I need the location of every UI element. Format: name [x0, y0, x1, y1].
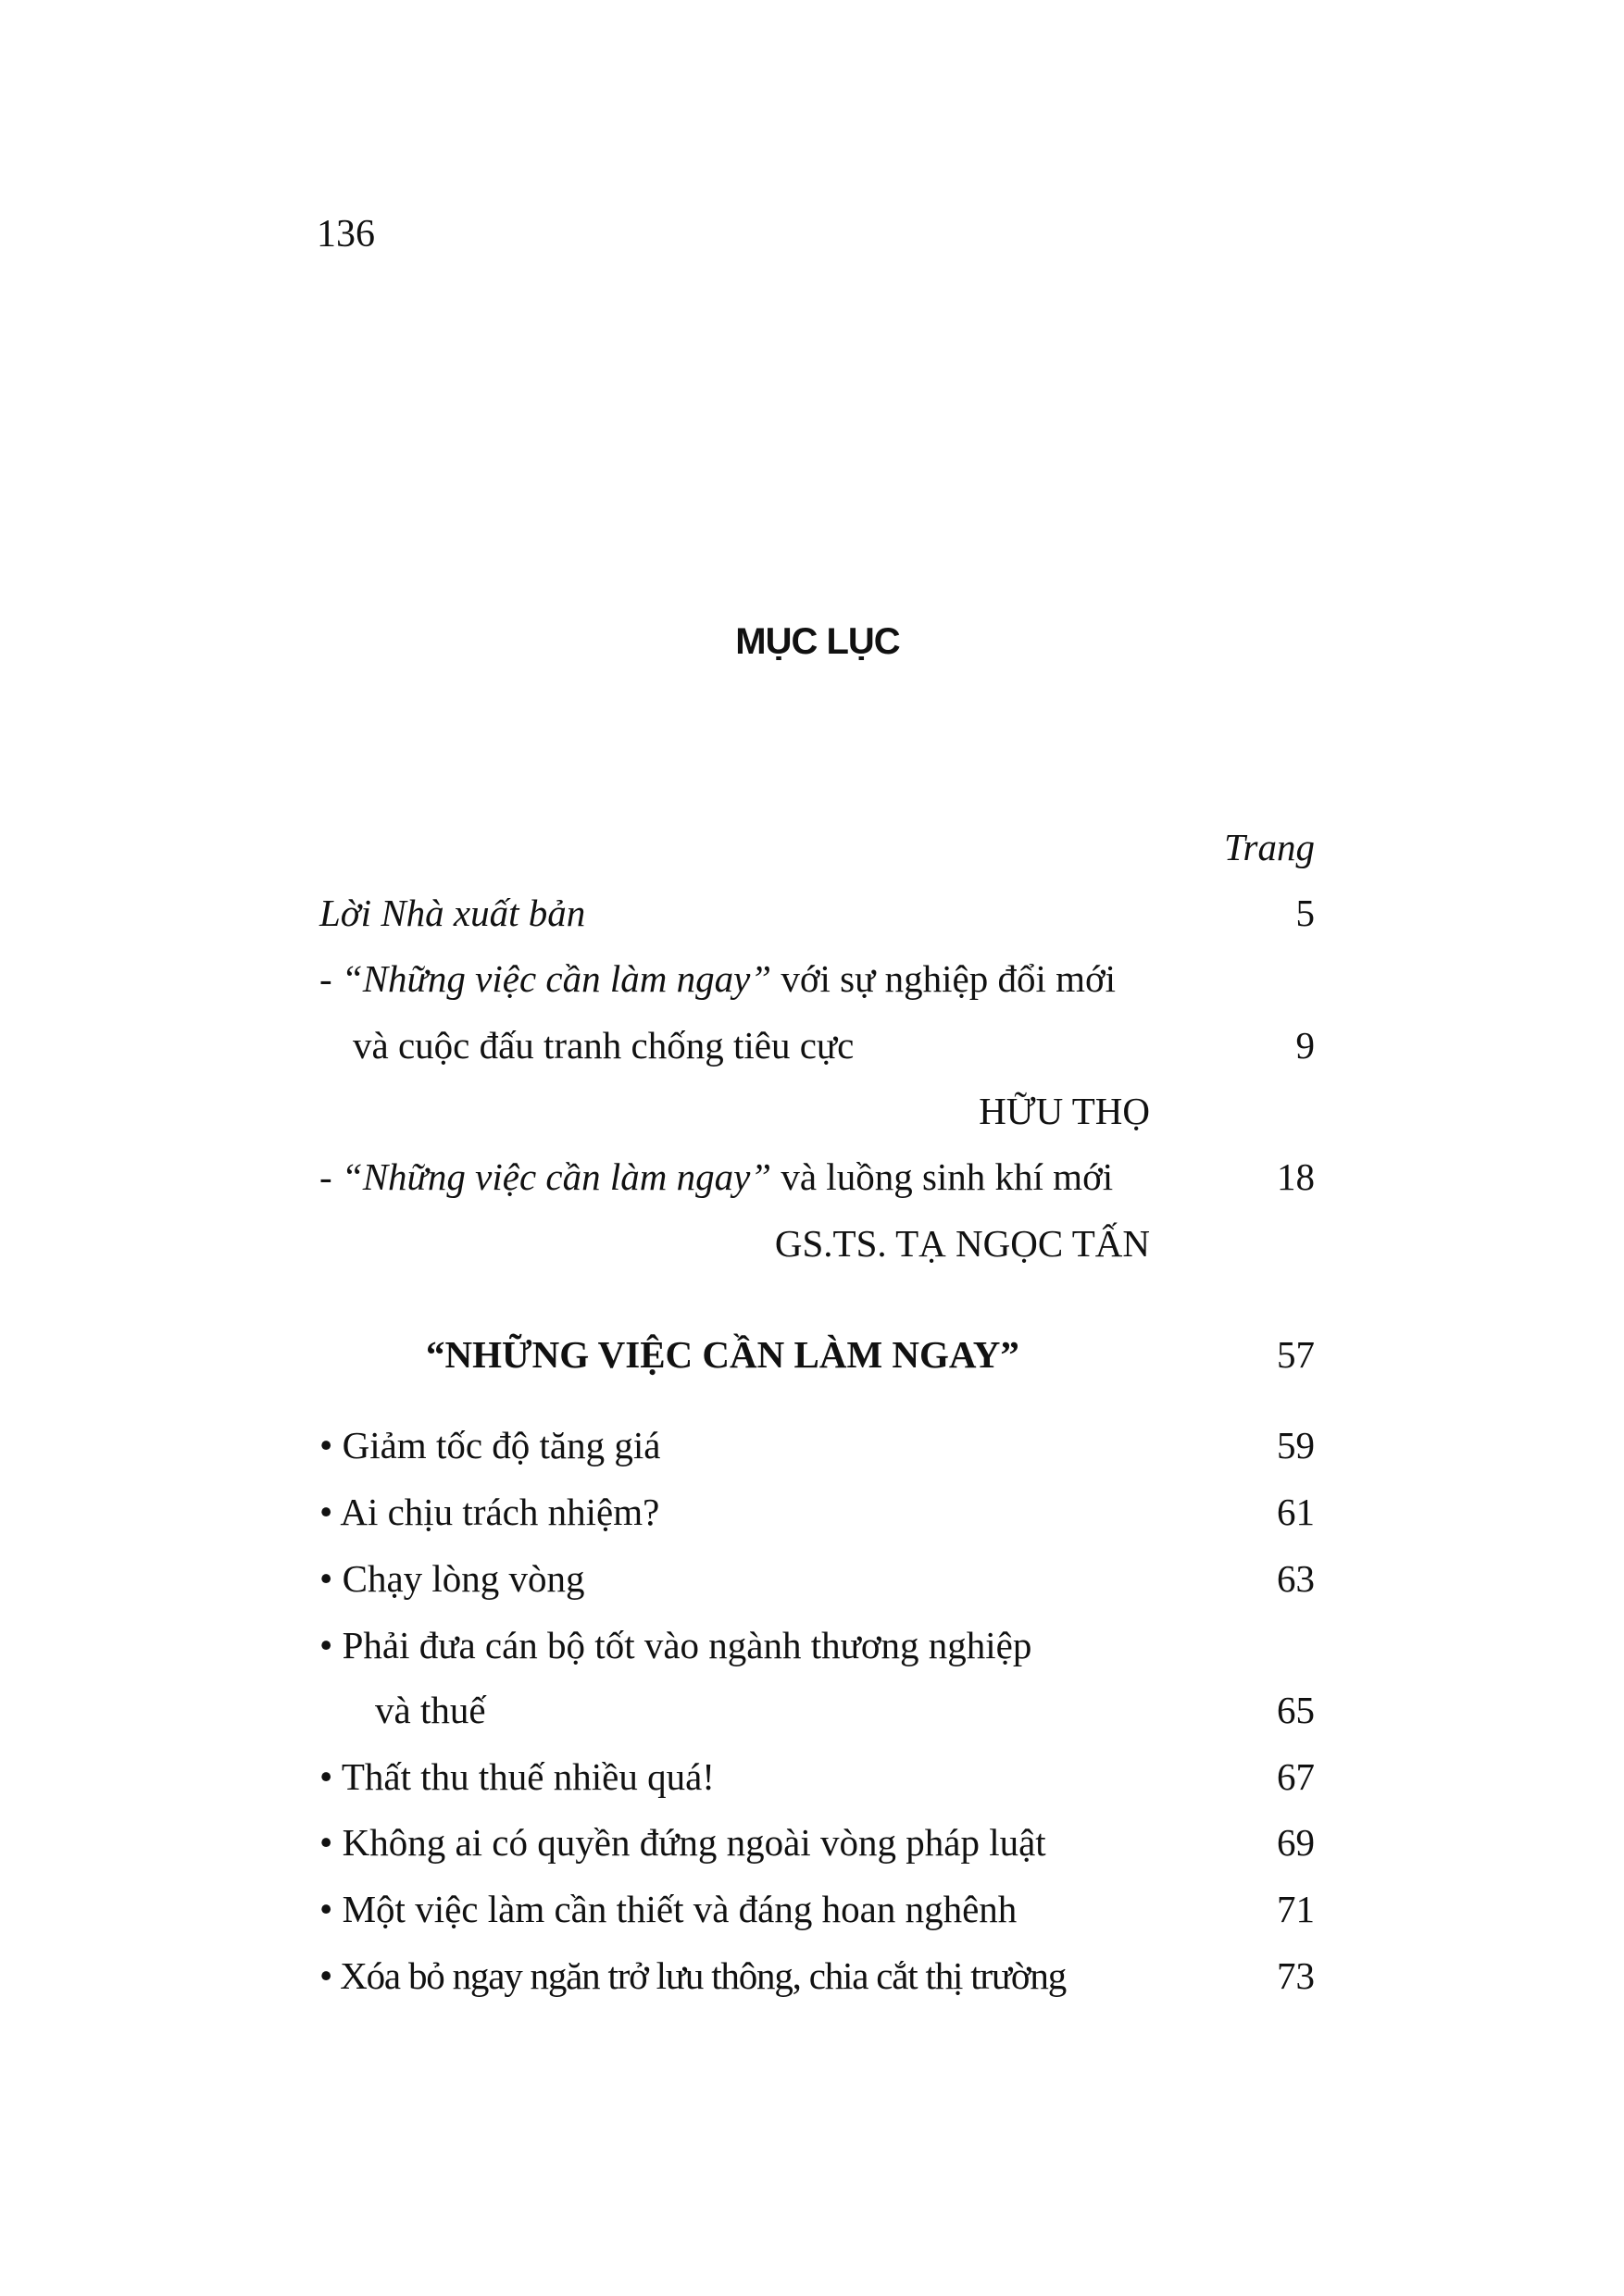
- entry-page: 5: [1295, 892, 1315, 934]
- item-title: • Một việc làm cần thiết và đáng hoan nghênh: [319, 1888, 1018, 1930]
- item-page: 73: [1277, 1954, 1315, 1997]
- item-title: • Xóa bỏ ngay ngăn trở lưu thông, chia cắt thị trường: [319, 1954, 1066, 1997]
- toc-item-continuation[interactable]: [319, 1687, 1315, 1733]
- item-page: 67: [1277, 1755, 1315, 1798]
- toc-entry-continuation[interactable]: [319, 1022, 1315, 1068]
- toc-item[interactable]: [319, 1819, 1315, 1866]
- entry-dash: -: [319, 1155, 342, 1198]
- toc-entry[interactable]: [319, 1154, 1315, 1200]
- item-title: • Chạy lòng vòng: [319, 1557, 585, 1600]
- entry-title-rest: và luồng sinh khí mới: [771, 1155, 1114, 1198]
- toc-entry[interactable]: [319, 890, 1315, 936]
- entry-title: Lời Nhà xuất bản: [319, 892, 586, 934]
- entry-author: HỮU THỌ: [979, 1090, 1150, 1132]
- entry-continuation: và cuộc đấu tranh chống tiêu cực: [353, 1024, 855, 1067]
- section-page: 57: [1277, 1333, 1315, 1376]
- entry-page: 9: [1295, 1024, 1315, 1067]
- entry-title-rest: với sự nghiệp đổi mới: [771, 957, 1117, 1000]
- toc-item[interactable]: [319, 1622, 1315, 1668]
- toc-entry[interactable]: [319, 955, 1315, 1002]
- item-title: • Thất thu thuế nhiều quá!: [319, 1755, 715, 1798]
- item-page: 69: [1277, 1821, 1315, 1864]
- toc-section[interactable]: [319, 1331, 1315, 1378]
- toc-item[interactable]: [319, 1886, 1315, 1932]
- page-number: 136: [317, 213, 375, 256]
- entry-dash: -: [319, 957, 342, 1000]
- toc-item[interactable]: [319, 1489, 1315, 1535]
- toc-item[interactable]: [319, 1753, 1315, 1800]
- entry-author-row: [319, 1220, 1315, 1267]
- item-title: • Giảm tốc độ tăng giá: [319, 1424, 661, 1466]
- entry-title-italic: “Những việc cần làm ngay”: [341, 1155, 772, 1198]
- item-page: 61: [1277, 1491, 1315, 1533]
- entry-title-italic: “Những việc cần làm ngay”: [341, 957, 772, 1000]
- toc-item[interactable]: [319, 1422, 1315, 1468]
- item-page: 59: [1277, 1424, 1315, 1466]
- section-title: “NHỮNG VIỆC CẦN LÀM NGAY”: [426, 1333, 1019, 1376]
- page-title: MỤC LỤC: [735, 621, 900, 662]
- page-column-label: Trang: [1224, 826, 1315, 868]
- entry-author-row: [319, 1088, 1315, 1134]
- toc-item[interactable]: [319, 1555, 1315, 1602]
- entry-page: 18: [1277, 1155, 1315, 1198]
- entry-author: GS.TS. TẠ NGỌC TẤN: [774, 1222, 1150, 1265]
- item-title: • Ai chịu trách nhiệm?: [319, 1491, 660, 1533]
- item-continuation: và thuế: [375, 1689, 486, 1731]
- item-page: 71: [1277, 1888, 1315, 1930]
- item-page: 65: [1277, 1689, 1315, 1731]
- item-page: 63: [1277, 1557, 1315, 1600]
- toc-item[interactable]: [319, 1953, 1315, 1999]
- item-title: • Phải đưa cán bộ tốt vào ngành thương nghiệp: [319, 1624, 1032, 1666]
- item-title: • Không ai có quyền đứng ngoài vòng pháp luật: [319, 1821, 1046, 1864]
